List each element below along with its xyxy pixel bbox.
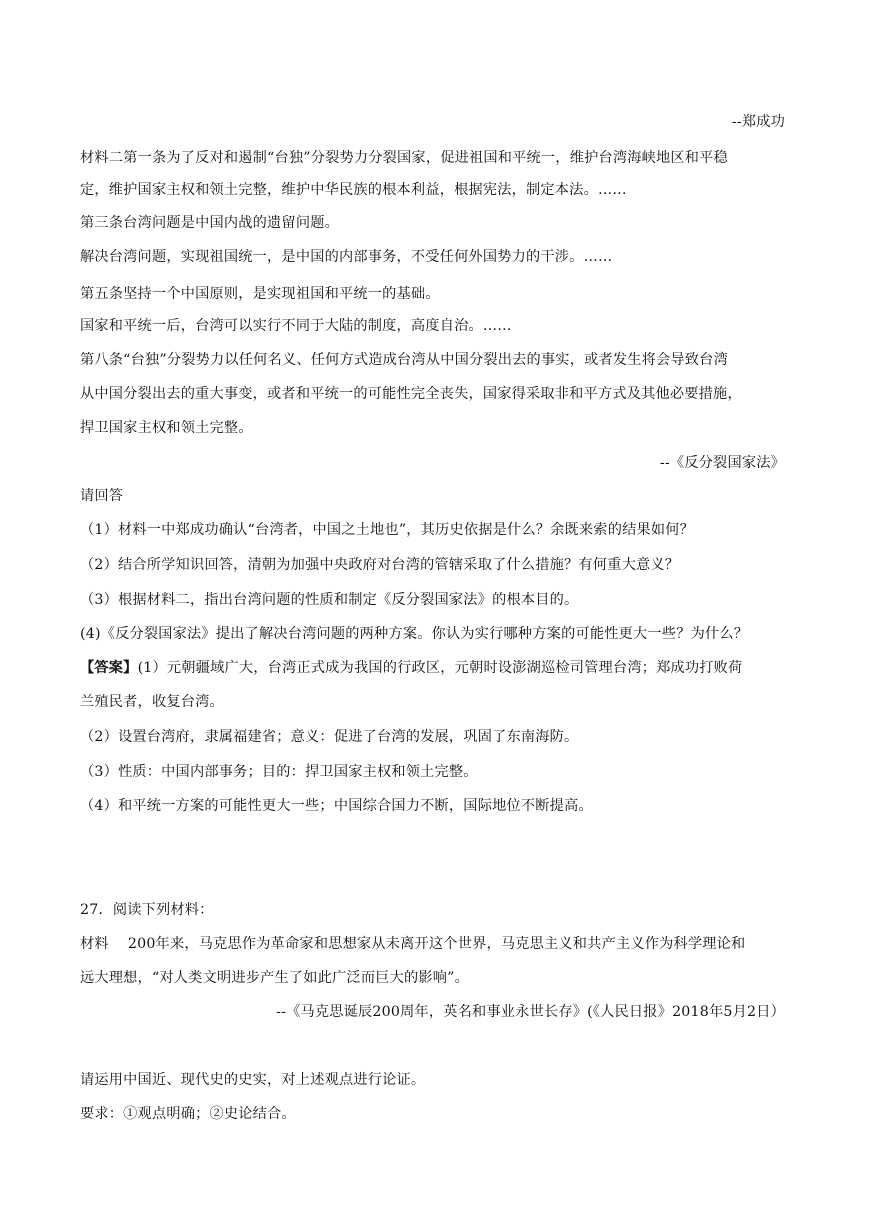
source-zheng-chenggong: --郑成功 <box>731 114 785 130</box>
question-prompt: 请回答 <box>80 488 124 504</box>
answer-3: （3）性质：中国内部事务；目的：捍卫国家主权和领土完整。 <box>80 764 478 780</box>
question-4: (4)《反分裂国家法》提出了解决台湾问题的两种方案。你认为实行哪种方案的可能性更大一些？为什么？ <box>80 626 749 642</box>
material2-line: 捍卫国家主权和领土完整。 <box>80 420 253 436</box>
source-anti-secession-law: --《反分裂国家法》 <box>659 455 785 471</box>
material2-line: 从中国分裂出去的重大事变，或者和平统一的可能性完全丧失，国家得采取非和平方式及其他必要措施， <box>80 386 742 402</box>
material2-line <box>80 247 612 267</box>
answer-1-line: 兰殖民者，收复台湾。 <box>80 694 224 710</box>
answer-tag: 【答案】 <box>80 660 138 676</box>
material2-line: 第五条坚持一个中国原则，是实现祖国和平统一的基础。 <box>80 286 440 302</box>
q27-source: --《马克思诞辰200周年，英名和事业永世长存》(《人民日报》2018年5月2日） <box>276 1004 785 1020</box>
answer-1-text: (1）元朝疆域广大，台湾正式成为我国的行政区，元朝时设澎湖巡检司管理台湾；郑成功打败荷 <box>137 660 743 676</box>
question-3: （3）根据材料二，指出台湾问题的性质和制定《反分裂国家法》的根本目的。 <box>80 592 579 608</box>
q27-requirement: 要求：①观点明确；②史论结合。 <box>80 1106 296 1122</box>
q27-material-line: 材料 200年来，马克思作为革命家和思想家从未离开这个世界，马克思主义和共产主义作为科学理论和 <box>80 936 746 952</box>
question-1: （1）材料一中郑成功确认“台湾者，中国之土地也”，其历史依据是什么？余既来索的结果如何？ <box>80 522 695 538</box>
question-2: （2）结合所学知识回答，清朝为加强中央政府对台湾的管辖采取了什么措施？有何重大意义？ <box>80 557 680 573</box>
answer-1-line <box>80 658 742 678</box>
q27-material-line: 远大理想，“对人类文明进步产生了如此广泛而巨大的影响”。 <box>80 970 469 986</box>
material2-line: 第八条“台独”分裂势力以任何名义、任何方式造成台湾从中国分裂出去的事实，或者发生将会导致台湾 <box>80 352 728 368</box>
material2-line: 国家和平统一后，台湾可以实行不同于大陆的制度，高度自治。…… <box>80 318 512 334</box>
q27-task: 请运用中国近、现代史的史实，对上述观点进行论证。 <box>80 1072 426 1088</box>
material2-line-text: 解决台湾问题，实现祖国统一，是中国的内部事务，不受任何外国势力的干涉。…… <box>80 249 613 265</box>
answer-4: （4）和平统一方案的可能性更大一些；中国综合国力不断，国际地位不断提高。 <box>80 798 593 814</box>
q27-heading: 27．阅读下列材料： <box>80 902 214 918</box>
material2-line: 第三条台湾问题是中国内战的遗留问题。 <box>80 215 339 231</box>
material2-line: 材料二第一条为了反对和遏制“台独”分裂势力分裂国家，促进祖国和平统一，维护台湾海峡地区和平稳 <box>80 150 728 166</box>
answer-2: （2）设置台湾府，隶属福建省；意义：促进了台湾的发展，巩固了东南海防。 <box>80 729 579 745</box>
material2-line: 定，维护国家主权和领土完整，维护中华民族的根本利益，根据宪法，制定本法。…… <box>80 182 627 198</box>
